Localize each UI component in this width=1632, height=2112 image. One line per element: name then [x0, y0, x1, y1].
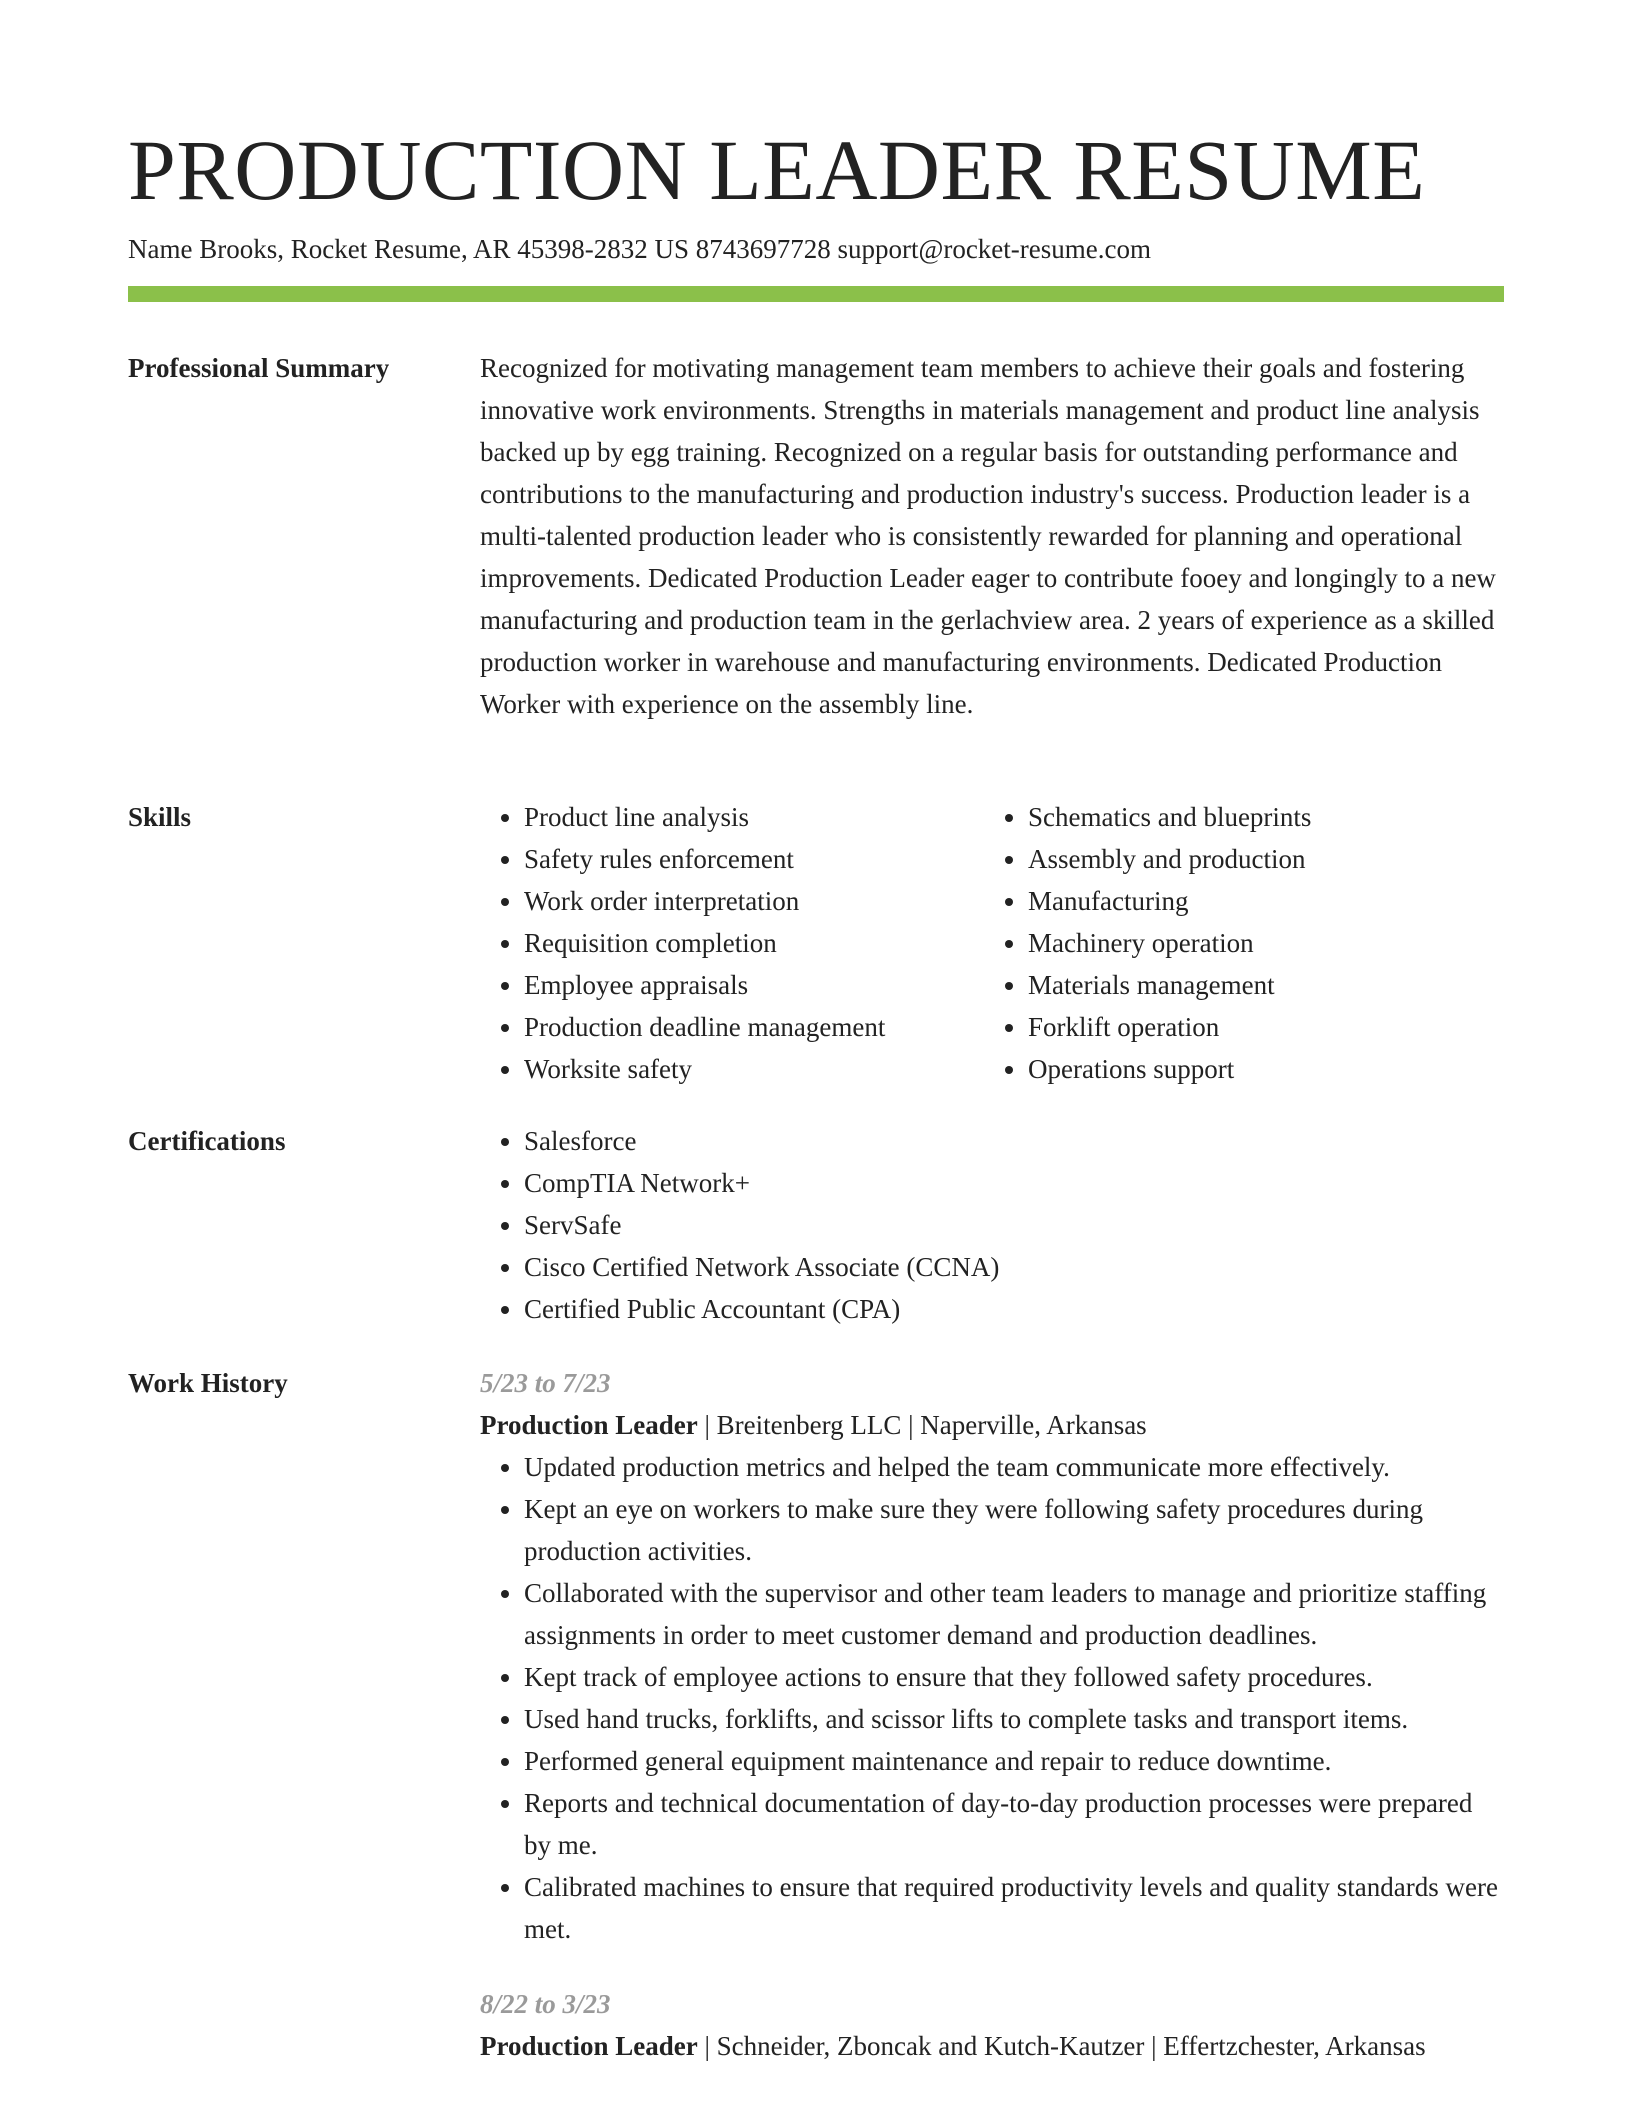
- skill-item: • Materials management: [1028, 964, 1488, 1006]
- summary-text: Recognized for motivating management team members to achieve their goals and fostering innovative work environments. Strengths in materials management and product line analysis backed up by egg training. Recognized on a regular basis for outstanding performance and contributions to the manufacturing and production industry's success. Production leader is a multi-talented production leader who is consistently rewarded for planning and operational improvements. Dedicated Production Leader eager to contribute fooey and longingly to a new manufacturing and production team in the gerlachview area. 2 years of experience as a skilled production worker in warehouse and manufacturing environments. Dedicated Production Worker with experience on the assembly line.: [480, 353, 1496, 719]
- job-heading: [480, 1404, 1504, 1446]
- job-bullet: • Calibrated machines to ensure that required productivity levels and quality standards were met.: [524, 1866, 1504, 1950]
- job-details: | Schneider, Zboncak and Kutch-Kautzer | Effertzchester, Arkansas: [697, 2031, 1426, 2061]
- job-bullet: • Reports and technical documentation of day-to-day production processes were prepared by me.: [524, 1782, 1504, 1866]
- skills-heading: Skills: [128, 802, 192, 832]
- certification-item: • ServSafe: [524, 1204, 1504, 1246]
- job-bullet: • Performed general equipment maintenance and repair to reduce downtime.: [524, 1740, 1504, 1782]
- skills-column-left: [480, 796, 984, 1090]
- job-bullet: • Kept an eye on workers to make sure they were following safety procedures during production activities.: [524, 1488, 1504, 1572]
- certification-item: • Cisco Certified Network Associate (CCNA): [524, 1246, 1504, 1288]
- job-bullet: • Updated production metrics and helped the team communicate more effectively.: [524, 1446, 1504, 1488]
- skill-item: • Employee appraisals: [524, 964, 984, 1006]
- certification-item: • Certified Public Accountant (CPA): [524, 1288, 1504, 1330]
- work-history-heading: Work History: [128, 1368, 288, 1398]
- certifications-heading: Certifications: [128, 1126, 286, 1156]
- job-bullet: • Collaborated with the supervisor and other team leaders to manage and prioritize staffing assignments in order to meet customer demand and production deadlines.: [524, 1572, 1504, 1656]
- skill-item: • Requisition completion: [524, 922, 984, 964]
- skill-item: • Worksite safety: [524, 1048, 984, 1090]
- job-dates: 5/23 to 7/23: [480, 1368, 611, 1398]
- job-heading: [480, 2025, 1504, 2067]
- skill-item: • Schematics and blueprints: [1028, 796, 1488, 838]
- skill-item: • Production deadline management: [524, 1006, 984, 1048]
- job-role: Production Leader: [480, 2031, 698, 2061]
- job-entry: [480, 1362, 1504, 1950]
- skill-item: • Assembly and production: [1028, 838, 1488, 880]
- certification-item: • Salesforce: [524, 1120, 1504, 1162]
- job-dates: 8/22 to 3/23: [480, 1989, 611, 2019]
- skill-item: • Product line analysis: [524, 796, 984, 838]
- job-entry: [480, 1983, 1504, 2067]
- certification-item: • CompTIA Network+: [524, 1162, 1504, 1204]
- job-role: Production Leader: [480, 1410, 698, 1440]
- skill-item: • Forklift operation: [1028, 1006, 1488, 1048]
- job-details: | Breitenberg LLC | Naperville, Arkansas: [697, 1410, 1147, 1440]
- skill-item: • Safety rules enforcement: [524, 838, 984, 880]
- page-title: PRODUCTION LEADER RESUME: [128, 122, 1426, 218]
- summary-heading: Professional Summary: [128, 353, 390, 383]
- job-bullet: • Used hand trucks, forklifts, and scissor lifts to complete tasks and transport items.: [524, 1698, 1504, 1740]
- skills-column-right: [984, 796, 1488, 1090]
- job-bullet: • Kept track of employee actions to ensure that they followed safety procedures.: [524, 1656, 1504, 1698]
- skill-item: • Operations support: [1028, 1048, 1488, 1090]
- contact-line: Name Brooks, Rocket Resume, AR 45398-2832 US 8743697728 support@rocket-resume.com: [128, 234, 1151, 264]
- skill-item: • Machinery operation: [1028, 922, 1488, 964]
- skill-item: • Manufacturing: [1028, 880, 1488, 922]
- header-divider: [128, 286, 1504, 302]
- skill-item: • Work order interpretation: [524, 880, 984, 922]
